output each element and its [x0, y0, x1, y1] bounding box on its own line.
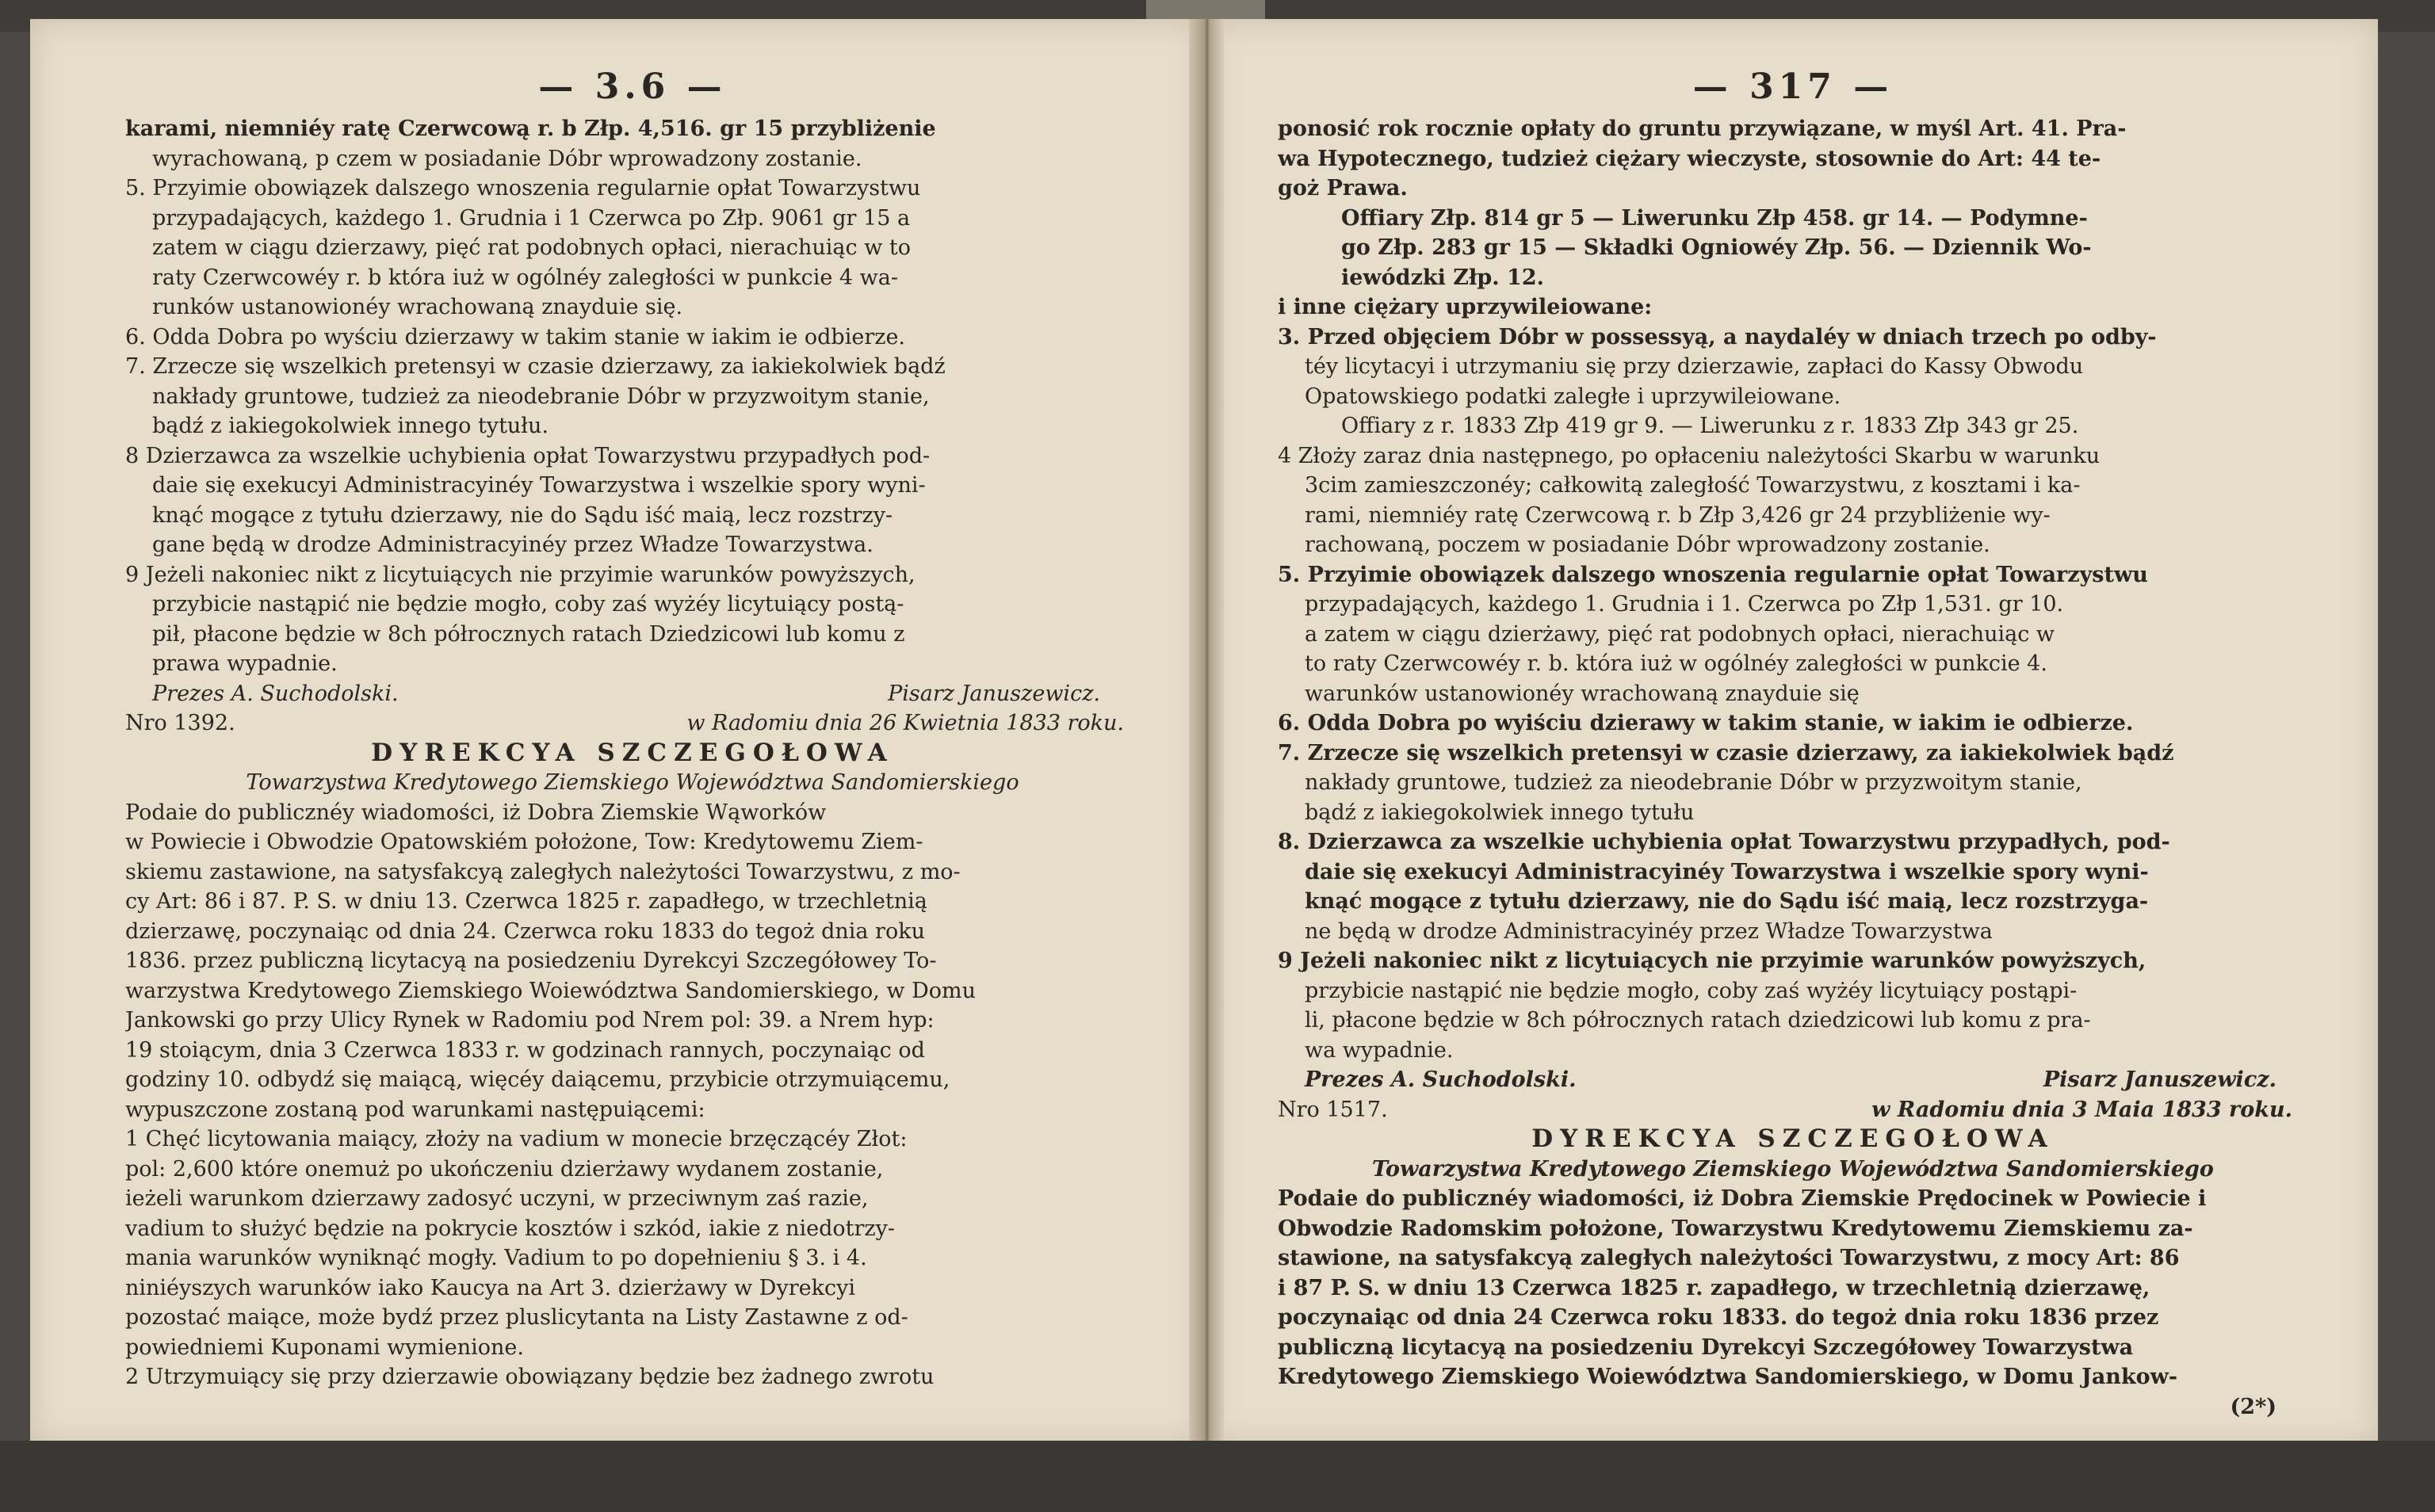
text-line: przypadających, każdego 1. Grudnia i 1. Czerwca po Złp 1,531. gr 10.: [1305, 592, 2064, 617]
text-line: i 87 P. S. w dniu 13 Czerwca 1825 r. zapadłego, w trzechletnią dzierzawę,: [1278, 1275, 2150, 1300]
signature-mark: (2*): [2230, 1394, 2276, 1419]
text-line: warzystwa Kredytowego Ziemskiego Woiewództwa Sandomierskiego, w Domu: [125, 978, 976, 1003]
text-line: stawione, na satysfakcyą zaległych należytości Towarzystwu, z mocy Art: 86: [1278, 1246, 2180, 1270]
text-line: 8. Dzierzawca za wszelkie uchybienia opłat Towarzystwu przypadłych, pod-: [1278, 830, 2170, 854]
text-line: 8 Dzierzawca za wszelkie uchybienia opłat Towarzystwu przypadłych pod-: [125, 443, 931, 468]
text-line: powiedniemi Kuponami wymienione.: [125, 1334, 524, 1360]
text-line: wa wypadnie.: [1305, 1037, 1454, 1063]
text-line: Offiary z r. 1833 Złp 419 gr 9. — Liwerunku z r. 1833 Złp 343 gr 25.: [1341, 414, 2079, 438]
left-place-date: w Radomiu dnia 26 Kwietnia 1833 roku.: [686, 711, 1124, 735]
text-line: 6. Odda Dobra po wyiściu dzierawy w takim stanie, w iakim ie odbierze.: [1278, 711, 2134, 735]
right-notice-body: [1278, 1184, 2308, 1392]
left-notice-subheading: Towarzystwa Kredytowego Ziemskiego Województwa Sandomierskiego: [246, 770, 1019, 795]
left-notice-header: [125, 708, 1140, 739]
text-line: go Złp. 283 gr 15 — Składki Ogniowéy Złp. 56. — Dziennik Wo-: [1341, 235, 2092, 260]
text-line: Podaie do publicznéy wiadomości, iż Dobra Ziemskie Prędocinek w Powiecie i: [1278, 1186, 2207, 1211]
text-line: a zatem w ciągu dzierżawy, pięć rat podobnych opłaci, nierachuiąc w: [1305, 621, 2055, 647]
left-president-signature: Prezes A. Suchodolski.: [152, 681, 399, 706]
right-page-number: — 317 —: [1692, 67, 1894, 107]
text-line: Jankowski go przy Ulicy Rynek w Radomiu pod Nrem pol: 39. a Nrem hyp:: [125, 1008, 935, 1033]
text-line: i inne ciężary uprzywileiowane:: [1278, 295, 1653, 319]
text-line: przypadających, każdego 1. Grudnia i 1 Czerwca po Złp. 9061 gr 15 a: [152, 205, 911, 231]
text-line: bądź z iakiegokolwiek innego tytułu.: [152, 414, 549, 438]
text-line: pił, płacone będzie w 8ch półrocznych ratach Dziedzicowi lub komu z: [152, 621, 905, 647]
text-line: ponosić rok rocznie opłaty do gruntu przywiązane, w myśl Art. 41. Pra-: [1278, 116, 2127, 141]
text-line: Offiary Złp. 814 gr 5 — Liwerunku Złp 458. gr 14. — Podymne-: [1341, 205, 2088, 231]
text-line: 7. Zrzecze się wszelkich pretensyi w czasie dzierzawy, za iakiekolwiek bądź: [125, 354, 946, 379]
text-line: li, płacone będzie w 8ch półrocznych ratach dziedzicowi lub komu z pra-: [1305, 1008, 2091, 1033]
text-line: godziny 10. odbydź się maiącą, więcéy daiącemu, przybicie otrzymuiącemu,: [125, 1067, 950, 1092]
left-conditions-list: [125, 114, 1140, 679]
text-line: ne będą w drodze Administracyinéy przez Władze Towarzystwa: [1305, 918, 1993, 944]
left-page-text: [125, 114, 1140, 1392]
text-line: rami, niemniéy ratę Czerwcową r. b Złp 3,426 gr 24 przybliżenie wy-: [1305, 502, 2051, 528]
left-notice-heading: DYREKCYA SZCZEGOŁOWA: [371, 738, 894, 767]
text-line: 1 Chęć licytowania maiący, złoży na vadium w monecie brzęczącéy Złot:: [125, 1127, 908, 1151]
text-line: w Powiecie i Obwodzie Opatowskiém położone, Tow: Kredytowemu Ziem-: [125, 830, 923, 854]
text-line: poczynaiąc od dnia 24 Czerwca roku 1833. do tegoż dnia roku 1836 przez: [1278, 1305, 2159, 1330]
text-line: knąć mogące z tytułu dzierzawy, nie do Sądu iść maią, lecz rozstrzy-: [152, 502, 893, 528]
text-line: pozostać maiące, może bydź przez pluslicytanta na Listy Zastawne z od-: [125, 1305, 908, 1330]
text-line: daie się exekucyi Administracyinéy Towarzystwa i wszelkie spory wyni-: [152, 473, 926, 498]
text-line: nakłady gruntowe, tudzież za nieodebranie Dóbr w przyzwoitym stanie,: [152, 384, 930, 409]
text-line: zatem w ciągu dzierzawy, pięć rat podobnych opłaci, nierachuiąc w to: [152, 235, 912, 260]
text-line: ieżeli warunkom dzierzawy zadosyć uczyni, w przeciwnym zaś razie,: [125, 1186, 869, 1211]
text-line: rachowaną, poczem w posiadanie Dóbr wprowadzony zostanie.: [1305, 533, 1990, 557]
text-line: 5. Przyimie obowiązek dalszego wnoszenia regularnie opłat Towarzystwu: [125, 176, 921, 200]
text-line: runków ustanowionéy wrachowaną znayduie się.: [152, 295, 683, 319]
right-place-date: w Radomiu dnia 3 Maia 1833 roku.: [1871, 1097, 2292, 1122]
text-line: przybicie nastąpić nie będzie mogło, coby zaś wyżéy licytuiący postą-: [152, 592, 904, 617]
book-gutter: [1189, 19, 1224, 1445]
text-line: dzierzawę, poczynaiąc od dnia 24. Czerwca roku 1833 do tegoż dnia roku: [125, 918, 925, 944]
text-line: 3cim zamieszczonéy; całkowitą zaległość Towarzystwu, z kosztami i ka-: [1305, 473, 2081, 498]
text-line: 19 stoiącym, dnia 3 Czerwca 1833 r. w godzinach rannych, poczynaiąc od: [125, 1037, 925, 1063]
text-line: daie się exekucyi Administracyinéy Towarzystwa i wszelkie spory wyni-: [1305, 859, 2149, 884]
left-signatures: [125, 679, 1140, 709]
right-notice-header: [1278, 1095, 2308, 1125]
right-notice-number: Nro 1517.: [1278, 1097, 1388, 1122]
text-line: 9 Jeżeli nakoniec nikt z licytuiących nie przyimie warunków powyższych,: [125, 562, 916, 587]
left-clerk-signature: Pisarz Januszewicz.: [888, 681, 1100, 706]
text-line: wypuszczone zostaną pod warunkami następuiącemi:: [125, 1097, 705, 1122]
right-notice-subheading: Towarzystwa Kredytowego Ziemskiego Województwa Sandomierskiego: [1372, 1156, 2214, 1182]
text-line: pol: 2,600 które onemuż po ukończeniu dzierżawy wydanem zostanie,: [125, 1156, 884, 1182]
text-line: Opatowskiego podatki zaległe i uprzywileiowane.: [1305, 384, 1841, 409]
text-line: 5. Przyimie obowiązek dalszego wnoszenia regularnie opłat Towarzystwu: [1278, 562, 2148, 587]
text-line: prawa wypadnie.: [152, 651, 338, 676]
left-notice-number: Nro 1392.: [125, 711, 235, 735]
right-notice-heading: DYREKCYA SZCZEGOŁOWA: [1531, 1124, 2055, 1153]
text-line: skiemu zastawione, na satysfakcyą zaległych należytości Towarzystwu, z mo-: [125, 859, 961, 884]
text-line: knąć mogące z tytułu dzierzawy, nie do Sądu iść maią, lecz rozstrzyga-: [1305, 889, 2149, 914]
text-line: téy licytacyi i utrzymaniu się przy dzierzawie, zapłaci do Kassy Obwodu: [1305, 354, 2084, 379]
text-line: Kredytowego Ziemskiego Woiewództwa Sandomierskiego, w Domu Jankow-: [1278, 1365, 2178, 1389]
text-line: vadium to służyć będzie na pokrycie kosztów i szkód, iakie z niedotrzy-: [125, 1216, 895, 1241]
text-line: goż Prawa.: [1278, 176, 1408, 200]
text-line: cy Art: 86 i 87. P. S. w dniu 13. Czerwca 1825 r. zapadłego, w trzechletnią: [125, 889, 927, 914]
right-clerk-signature: Pisarz Januszewicz.: [2043, 1067, 2276, 1092]
text-line: gane będą w drodze Administracyinéy przez Władze Towarzystwa.: [152, 533, 873, 557]
text-line: wa Hypotecznego, tudzież ciężary wieczyste, stosownie do Art: 44 te-: [1278, 146, 2101, 171]
text-line: 1836. przez publiczną licytacyą na posiedzeniu Dyrekcyi Szczegółowey To-: [125, 949, 937, 973]
right-page: [1206, 19, 2378, 1445]
left-notice-conditions: [125, 1124, 1140, 1392]
text-line: karami, niemniéy ratę Czerwcową r. b Złp. 4,516. gr 15 przybliżenie: [125, 116, 936, 141]
right-signatures: [1278, 1065, 2308, 1095]
text-line: 6. Odda Dobra po wyściu dzierzawy w takim stanie w iakim ie odbierze.: [125, 324, 906, 349]
right-president-signature: Prezes A. Suchodolski.: [1305, 1067, 1577, 1092]
text-line: 4 Złoży zaraz dnia następnego, po opłaceniu należytości Skarbu w warunku: [1278, 443, 2101, 468]
text-line: publiczną licytacyą na posiedzeniu Dyrekcyi Szczegółowey Towarzystwa: [1278, 1334, 2134, 1360]
text-line: wyrachowaną, p czem w posiadanie Dóbr wprowadzony zostanie.: [152, 146, 862, 171]
left-page-number: — 3.6 —: [538, 67, 727, 107]
text-line: Podaie do publicznéy wiadomości, iż Dobra Ziemskie Wąworków: [125, 800, 827, 825]
text-line: bądź z iakiegokolwiek innego tytułu: [1305, 800, 1695, 825]
left-page: [30, 19, 1203, 1445]
text-line: raty Czerwcowéy r. b która iuż w ogólnéy zaległości w punkcie 4 wa-: [152, 265, 899, 290]
text-line: 9 Jeżeli nakoniec nikt z licytuiących nie przyimie warunków powyższych,: [1278, 949, 2146, 973]
text-line: to raty Czerwcowéy r. b. która iuż w ogólnéy zaległości w punkcie 4.: [1305, 651, 2047, 676]
text-line: mania warunków wyniknąć mogły. Vadium to po dopełnieniu § 3. i 4.: [125, 1246, 867, 1270]
text-line: 3. Przed objęciem Dóbr w possessyą, a naydaléy w dniach trzech po odby-: [1278, 324, 2157, 349]
text-line: iewódzki Złp. 12.: [1341, 265, 1545, 290]
text-line: 7. Zrzecze się wszelkich pretensyi w czasie dzierzawy, za iakiekolwiek bądź: [1278, 740, 2174, 766]
right-conditions-list: [1278, 114, 2308, 1065]
text-line: warunków ustanowionéy wrachowaną znayduie się: [1305, 681, 1860, 706]
text-line: niniéyszych warunków iako Kaucya na Art 3. dzierżawy w Dyrekcyi: [125, 1275, 855, 1300]
text-line: przybicie nastąpić nie będzie mogło, coby zaś wyżéy licytuiący postąpi-: [1305, 978, 2078, 1003]
text-line: 2 Utrzymuiący się przy dzierzawie obowiązany będzie bez żadnego zwrotu: [125, 1365, 935, 1389]
right-page-text: [1278, 114, 2308, 1422]
text-line: nakłady gruntowe, tudzież za nieodebranie Dóbr w przyzwoitym stanie,: [1305, 770, 2082, 795]
text-line: Obwodzie Radomskim położone, Towarzystwu Kredytowemu Ziemskiemu za-: [1278, 1216, 2193, 1241]
left-notice-body: [125, 798, 1140, 1125]
background-bottom: [0, 1441, 2435, 1512]
